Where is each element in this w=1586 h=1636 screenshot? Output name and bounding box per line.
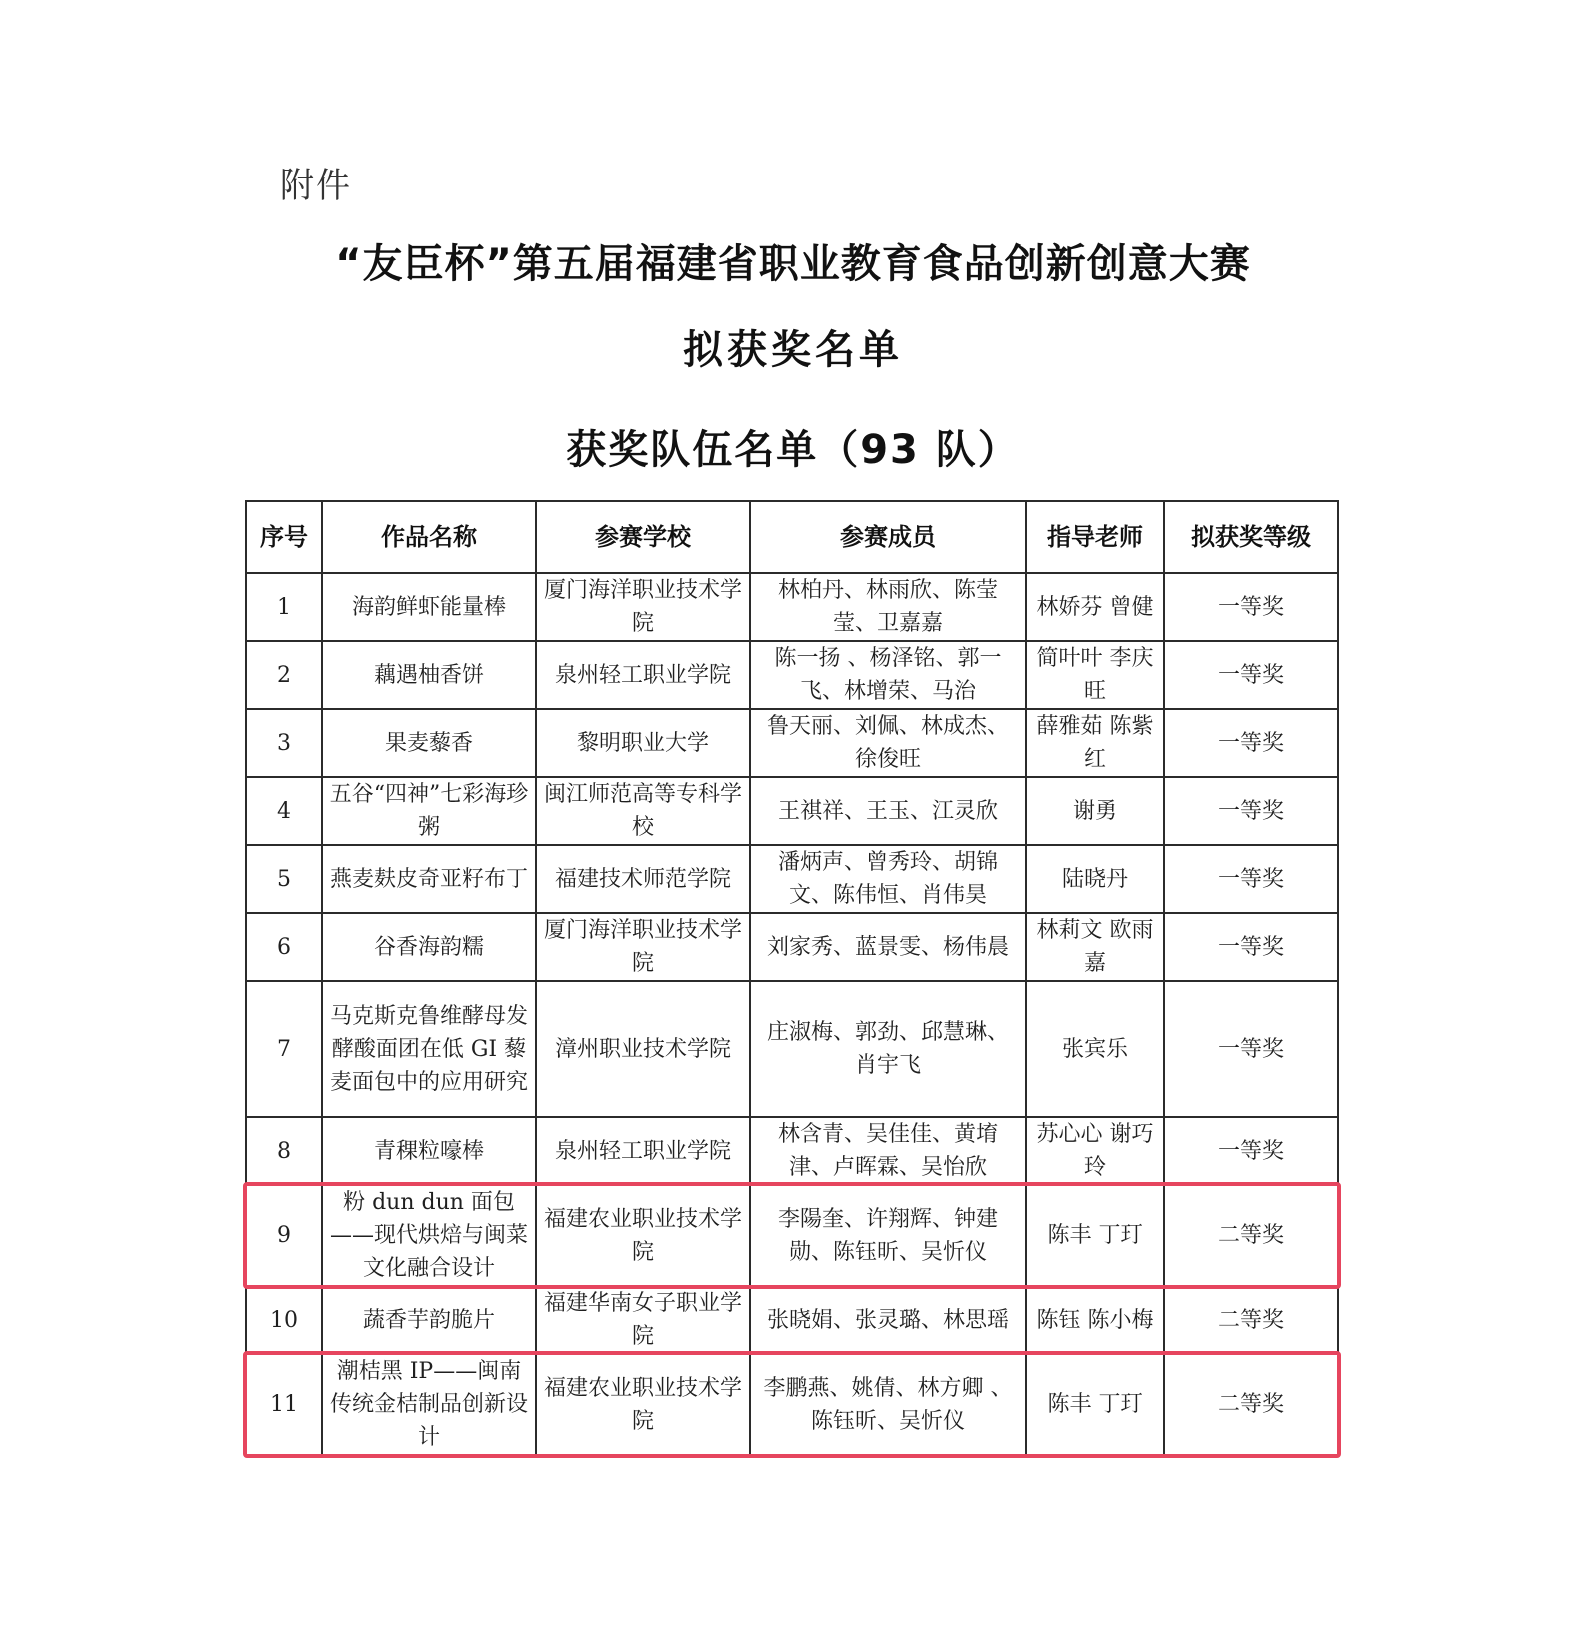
cell-work: 蔬香芋韵脆片 [322, 1286, 536, 1354]
team-list-subtitle: 获奖队伍名单（93 队） [566, 427, 1020, 473]
table-header-row [246, 501, 1338, 573]
cell-teacher: 林莉文 欧雨嘉 [1026, 913, 1164, 981]
document-title: “友臣杯”第五届福建省职业教育食品创新创意大赛 [335, 241, 1251, 287]
cell-members: 王祺祥、王玉、江灵欣 [750, 777, 1026, 845]
cell-members: 刘家秀、蓝景雯、杨伟晨 [750, 913, 1026, 981]
cell-school: 福建农业职业技术学院 [536, 1185, 750, 1286]
table-row [246, 913, 1338, 981]
cell-teacher: 陈丰 丁玎 [1026, 1185, 1164, 1286]
table-row [246, 845, 1338, 913]
cell-no: 11 [246, 1354, 322, 1455]
cell-members: 李鹏燕、姚倩、林方卿 、陈钰昕、吴忻仪 [750, 1354, 1026, 1455]
cell-no: 4 [246, 777, 322, 845]
cell-teacher: 薛雅茹 陈紫红 [1026, 709, 1164, 777]
table-row [246, 777, 1338, 845]
cell-work: 潮桔黑 IP——闽南传统金桔制品创新设计 [322, 1354, 536, 1455]
cell-teacher: 陈钰 陈小梅 [1026, 1286, 1164, 1354]
cell-members: 林柏丹、林雨欣、陈莹莹、卫嘉嘉 [750, 573, 1026, 641]
cell-no: 10 [246, 1286, 322, 1354]
cell-no: 3 [246, 709, 322, 777]
table-row [246, 573, 1338, 641]
cell-no: 2 [246, 641, 322, 709]
cell-teacher: 张宾乐 [1026, 981, 1164, 1117]
cell-work: 粉 dun dun 面包——现代烘焙与闽菜文化融合设计 [322, 1185, 536, 1286]
cell-work: 青稞粒嚎棒 [322, 1117, 536, 1185]
cell-no: 6 [246, 913, 322, 981]
cell-work: 藕遇柚香饼 [322, 641, 536, 709]
table-row [246, 709, 1338, 777]
cell-school: 泉州轻工职业学院 [536, 1117, 750, 1185]
column-header-members: 参赛成员 [750, 501, 1026, 573]
cell-no: 8 [246, 1117, 322, 1185]
cell-school: 厦门海洋职业技术学院 [536, 913, 750, 981]
cell-school: 福建华南女子职业学院 [536, 1286, 750, 1354]
cell-no: 5 [246, 845, 322, 913]
column-header-award: 拟获奖等级 [1164, 501, 1338, 573]
cell-teacher: 林娇芬 曾健 [1026, 573, 1164, 641]
attachment-label: 附件 [280, 166, 352, 206]
award-table [245, 500, 1339, 1456]
cell-members: 李陽奎、许翔辉、钟建勋、陈钰昕、吴忻仪 [750, 1185, 1026, 1286]
cell-teacher: 简叶叶 李庆旺 [1026, 641, 1164, 709]
cell-school: 闽江师范高等专科学校 [536, 777, 750, 845]
table-row [246, 641, 1338, 709]
cell-work: 五谷“四神”七彩海珍粥 [322, 777, 536, 845]
cell-award: 一等奖 [1164, 981, 1338, 1117]
table-row [246, 1286, 1338, 1354]
cell-award: 二等奖 [1164, 1286, 1338, 1354]
cell-no: 7 [246, 981, 322, 1117]
column-header-no: 序号 [246, 501, 322, 573]
cell-work: 谷香海韵糯 [322, 913, 536, 981]
cell-members: 张晓娟、张灵璐、林思瑶 [750, 1286, 1026, 1354]
cell-members: 庄淑梅、郭劲、邱慧琳、肖宇飞 [750, 981, 1026, 1117]
cell-teacher: 谢勇 [1026, 777, 1164, 845]
cell-award: 一等奖 [1164, 641, 1338, 709]
cell-members: 鲁天丽、刘佩、林成杰、徐俊旺 [750, 709, 1026, 777]
cell-school: 福建农业职业技术学院 [536, 1354, 750, 1455]
cell-award: 一等奖 [1164, 777, 1338, 845]
cell-school: 黎明职业大学 [536, 709, 750, 777]
table-row [246, 1117, 1338, 1185]
cell-members: 林含青、吴佳佳、黄堉津、卢晖霖、吴怡欣 [750, 1117, 1026, 1185]
cell-teacher: 苏心心 谢巧玲 [1026, 1117, 1164, 1185]
table-row [246, 981, 1338, 1117]
cell-award: 一等奖 [1164, 709, 1338, 777]
cell-award: 一等奖 [1164, 1117, 1338, 1185]
cell-school: 漳州职业技术学院 [536, 981, 750, 1117]
cell-members: 陈一扬 、杨泽铭、郭一飞、林增荣、马治 [750, 641, 1026, 709]
table-row [246, 1185, 1338, 1286]
cell-teacher: 陆晓丹 [1026, 845, 1164, 913]
document-title-line2: 拟获奖名单 [683, 327, 903, 373]
cell-award: 一等奖 [1164, 845, 1338, 913]
cell-no: 9 [246, 1185, 322, 1286]
cell-award: 二等奖 [1164, 1354, 1338, 1455]
cell-no: 1 [246, 573, 322, 641]
cell-work: 马克斯克鲁维酵母发酵酸面团在低 GI 藜麦面包中的应用研究 [322, 981, 536, 1117]
column-header-work: 作品名称 [322, 501, 536, 573]
column-header-school: 参赛学校 [536, 501, 750, 573]
table-row [246, 1354, 1338, 1455]
cell-school: 泉州轻工职业学院 [536, 641, 750, 709]
cell-members: 潘炳声、曾秀玲、胡锦文、陈伟恒、肖伟昊 [750, 845, 1026, 913]
cell-award: 一等奖 [1164, 573, 1338, 641]
cell-award: 一等奖 [1164, 913, 1338, 981]
cell-award: 二等奖 [1164, 1185, 1338, 1286]
cell-work: 燕麦麸皮奇亚籽布丁 [322, 845, 536, 913]
cell-school: 厦门海洋职业技术学院 [536, 573, 750, 641]
cell-work: 海韵鲜虾能量棒 [322, 573, 536, 641]
column-header-teacher: 指导老师 [1026, 501, 1164, 573]
cell-teacher: 陈丰 丁玎 [1026, 1354, 1164, 1455]
cell-work: 果麦藜香 [322, 709, 536, 777]
cell-school: 福建技术师范学院 [536, 845, 750, 913]
